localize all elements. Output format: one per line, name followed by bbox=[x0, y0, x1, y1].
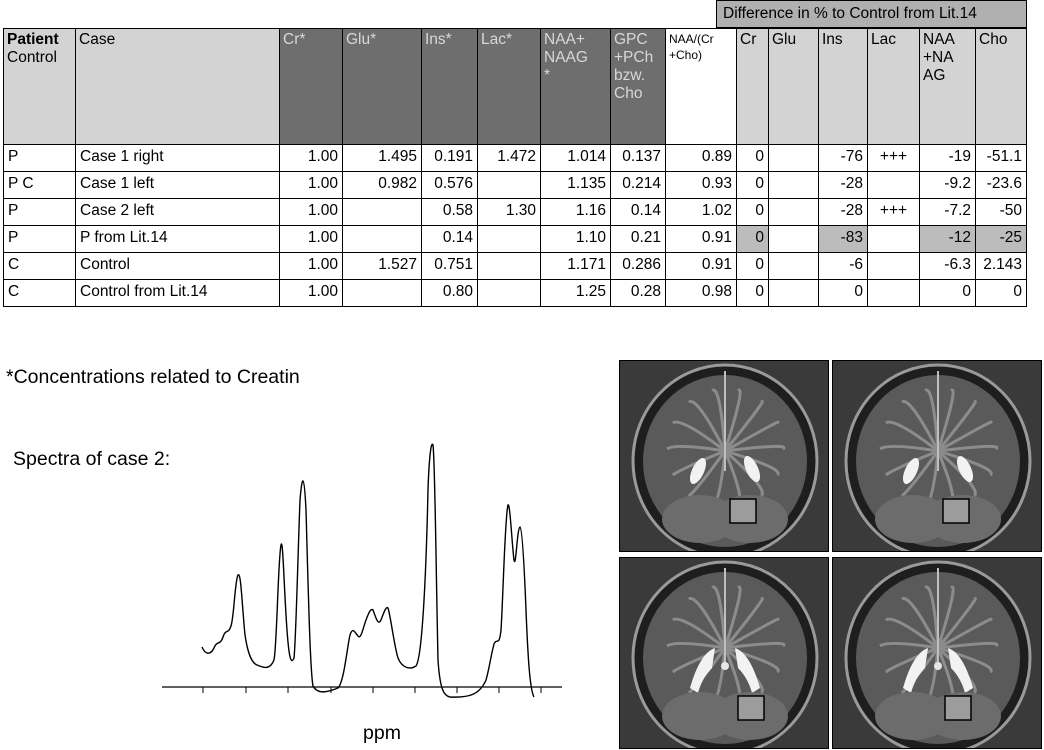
cell-d-glu bbox=[769, 226, 819, 253]
cell-gpc: 0.137 bbox=[611, 145, 666, 172]
cell-cr: 1.00 bbox=[280, 172, 343, 199]
cell-d-cr: 0 bbox=[737, 226, 769, 253]
header-naa bbox=[541, 28, 611, 145]
cell-case: Control from Lit.14 bbox=[76, 280, 280, 307]
header-diff-naa-l1: NAA bbox=[923, 31, 955, 48]
cell-d-lac: +++ bbox=[868, 145, 920, 172]
cell-ratio: 1.02 bbox=[666, 199, 737, 226]
header-diff-cho: Cho bbox=[976, 28, 1027, 145]
header-gpc-l3: bzw. bbox=[614, 67, 646, 84]
cell-d-naa: -12 bbox=[920, 226, 976, 253]
cell-cr: 1.00 bbox=[280, 226, 343, 253]
difference-group-header: Difference in % to Control from Lit.14 bbox=[716, 0, 1027, 28]
cell-cr: 1.00 bbox=[280, 145, 343, 172]
cell-ins: 0.751 bbox=[422, 253, 478, 280]
header-gpc-l2: +PCh bbox=[614, 49, 654, 66]
cell-d-cr: 0 bbox=[737, 199, 769, 226]
cell-d-lac bbox=[868, 172, 920, 199]
cell-pc: C bbox=[3, 253, 76, 280]
cell-naa: 1.014 bbox=[541, 145, 611, 172]
cell-case: Control bbox=[76, 253, 280, 280]
cell-lac: 1.30 bbox=[478, 199, 541, 226]
cell-d-ins: 0 bbox=[819, 280, 868, 307]
mri-scan-image bbox=[619, 360, 829, 552]
header-diff-lac: Lac bbox=[868, 28, 920, 145]
cell-d-glu bbox=[769, 280, 819, 307]
cell-d-cr: 0 bbox=[737, 280, 769, 307]
cell-d-naa: -6.3 bbox=[920, 253, 976, 280]
cell-ratio: 0.91 bbox=[666, 253, 737, 280]
mri-scan-image bbox=[619, 557, 829, 749]
cell-pc: P bbox=[3, 226, 76, 253]
roi-box bbox=[943, 499, 969, 523]
cell-pc: P bbox=[3, 199, 76, 226]
cell-ratio: 0.93 bbox=[666, 172, 737, 199]
cell-d-ins: -28 bbox=[819, 172, 868, 199]
cell-gpc: 0.14 bbox=[611, 199, 666, 226]
cell-ins: 0.576 bbox=[422, 172, 478, 199]
header-gpc bbox=[611, 28, 666, 145]
header-ratio-l2: +Cho) bbox=[669, 48, 703, 62]
header-glu: Glu* bbox=[343, 28, 422, 145]
spectrum-ticks bbox=[203, 687, 541, 693]
cell-d-cho: -51.1 bbox=[976, 145, 1027, 172]
cell-glu bbox=[343, 199, 422, 226]
cell-d-naa: -19 bbox=[920, 145, 976, 172]
cell-ratio: 0.89 bbox=[666, 145, 737, 172]
cell-d-ins: -28 bbox=[819, 199, 868, 226]
spectrum-label: Spectra of case 2: bbox=[13, 448, 171, 470]
header-lac: Lac* bbox=[478, 28, 541, 145]
cell-d-naa: 0 bbox=[920, 280, 976, 307]
cell-ins: 0.14 bbox=[422, 226, 478, 253]
cell-naa: 1.171 bbox=[541, 253, 611, 280]
header-diff-naa bbox=[920, 28, 976, 145]
header-patient-control bbox=[3, 28, 76, 145]
header-control: Control bbox=[7, 49, 57, 66]
cell-d-ins: -76 bbox=[819, 145, 868, 172]
cell-d-cr: 0 bbox=[737, 253, 769, 280]
cell-d-lac bbox=[868, 226, 920, 253]
cell-ins: 0.80 bbox=[422, 280, 478, 307]
cell-lac bbox=[478, 226, 541, 253]
header-naa-ratio bbox=[666, 28, 737, 145]
cell-case: P from Lit.14 bbox=[76, 226, 280, 253]
roi-box bbox=[945, 696, 971, 720]
spectrum-x-label: ppm bbox=[363, 722, 401, 744]
roi-box bbox=[730, 499, 756, 523]
cell-ins: 0.191 bbox=[422, 145, 478, 172]
cell-glu bbox=[343, 226, 422, 253]
cell-glu: 1.495 bbox=[343, 145, 422, 172]
cell-cr: 1.00 bbox=[280, 199, 343, 226]
cell-d-cho: 2.143 bbox=[976, 253, 1027, 280]
cell-ratio: 0.98 bbox=[666, 280, 737, 307]
footnote: *Concentrations related to Creatin bbox=[6, 366, 300, 388]
cell-case: Case 2 left bbox=[76, 199, 280, 226]
cell-glu: 1.527 bbox=[343, 253, 422, 280]
cell-glu bbox=[343, 280, 422, 307]
mr-spectrum bbox=[150, 430, 580, 700]
cell-d-cr: 0 bbox=[737, 172, 769, 199]
cell-case: Case 1 left bbox=[76, 172, 280, 199]
spectrum-curve bbox=[202, 444, 534, 697]
cell-gpc: 0.286 bbox=[611, 253, 666, 280]
header-naa-l3: * bbox=[544, 67, 551, 84]
cell-d-glu bbox=[769, 199, 819, 226]
cell-d-cr: 0 bbox=[737, 145, 769, 172]
cell-d-cho: -23.6 bbox=[976, 172, 1027, 199]
cell-ratio: 0.91 bbox=[666, 226, 737, 253]
cell-pc: P C bbox=[3, 172, 76, 199]
header-diff-naa-l3: AG bbox=[923, 67, 946, 84]
cell-pc: P bbox=[3, 145, 76, 172]
cell-glu: 0.982 bbox=[343, 172, 422, 199]
header-naa-l2: NAAG bbox=[544, 49, 588, 66]
cell-naa: 1.135 bbox=[541, 172, 611, 199]
header-diff-cr: Cr bbox=[737, 28, 769, 145]
cell-d-glu bbox=[769, 253, 819, 280]
roi-box bbox=[738, 696, 764, 720]
cell-d-ins: -6 bbox=[819, 253, 868, 280]
cell-cr: 1.00 bbox=[280, 253, 343, 280]
header-ratio-l1: NAA/(Cr bbox=[669, 32, 714, 46]
cell-d-lac: +++ bbox=[868, 199, 920, 226]
cell-naa: 1.16 bbox=[541, 199, 611, 226]
cell-cr: 1.00 bbox=[280, 280, 343, 307]
header-gpc-l1: GPC bbox=[614, 31, 648, 48]
cell-case: Case 1 right bbox=[76, 145, 280, 172]
header-diff-naa-l2: +NA bbox=[923, 49, 954, 66]
header-cr: Cr* bbox=[280, 28, 343, 145]
header-diff-ins: Ins bbox=[819, 28, 868, 145]
header-patient: Patient bbox=[7, 31, 59, 48]
cell-d-glu bbox=[769, 172, 819, 199]
cell-d-lac bbox=[868, 280, 920, 307]
cell-gpc: 0.21 bbox=[611, 226, 666, 253]
cell-lac bbox=[478, 280, 541, 307]
cell-ins: 0.58 bbox=[422, 199, 478, 226]
header-naa-l1: NAA+ bbox=[544, 31, 585, 48]
cell-d-glu bbox=[769, 145, 819, 172]
cell-d-naa: -9.2 bbox=[920, 172, 976, 199]
cell-gpc: 0.214 bbox=[611, 172, 666, 199]
mri-scan-image bbox=[832, 360, 1042, 552]
cell-d-cho: -50 bbox=[976, 199, 1027, 226]
cell-d-ins: -83 bbox=[819, 226, 868, 253]
cell-d-naa: -7.2 bbox=[920, 199, 976, 226]
mri-scan-image bbox=[832, 557, 1042, 749]
cell-d-cho: -25 bbox=[976, 226, 1027, 253]
cell-naa: 1.25 bbox=[541, 280, 611, 307]
cell-lac: 1.472 bbox=[478, 145, 541, 172]
cell-d-cho: 0 bbox=[976, 280, 1027, 307]
cell-d-lac bbox=[868, 253, 920, 280]
cell-lac bbox=[478, 172, 541, 199]
header-case: Case bbox=[76, 28, 280, 145]
header-gpc-l4: Cho bbox=[614, 85, 643, 102]
cell-naa: 1.10 bbox=[541, 226, 611, 253]
header-diff-glu: Glu bbox=[769, 28, 819, 145]
cell-pc: C bbox=[3, 280, 76, 307]
cell-gpc: 0.28 bbox=[611, 280, 666, 307]
cell-lac bbox=[478, 253, 541, 280]
header-ins: Ins* bbox=[422, 28, 478, 145]
